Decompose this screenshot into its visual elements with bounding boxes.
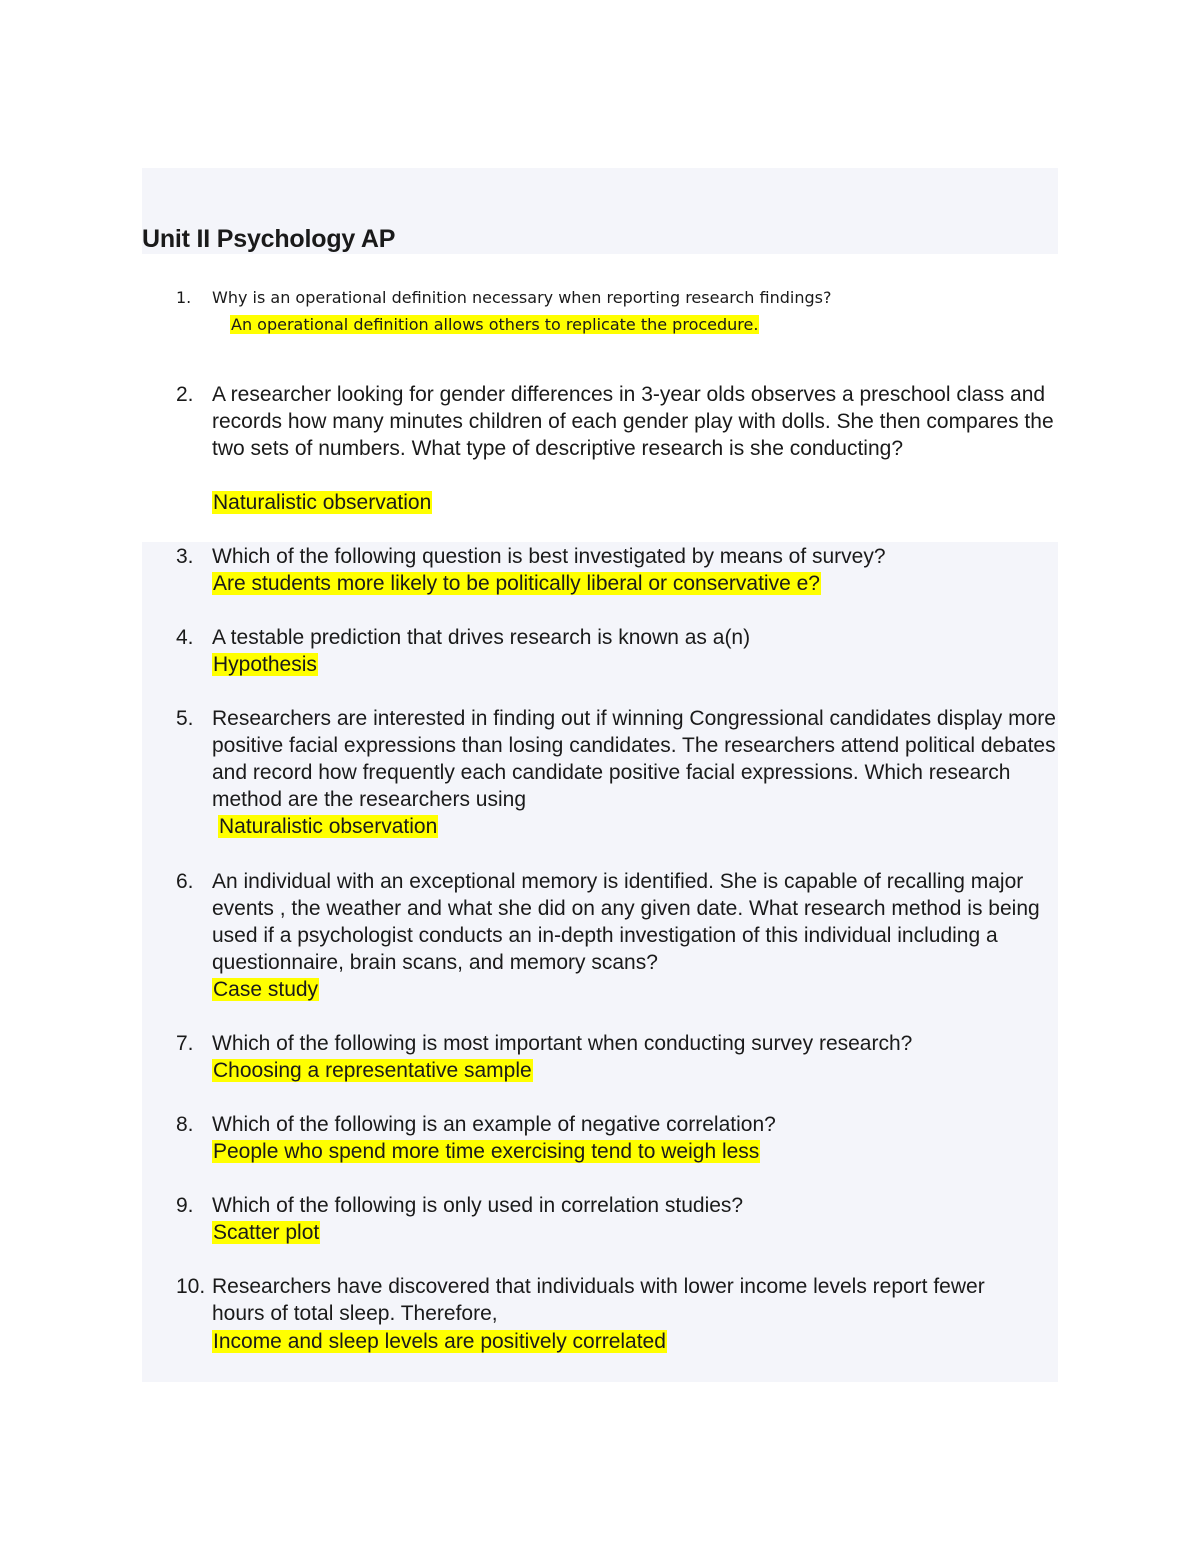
answer-highlight: An operational definition allows others to replicate the procedure. (231, 315, 759, 334)
question-text: Which of the following is only used in correlation studies? (212, 1194, 744, 1217)
question-text: Which of the following question is best investigated by means of survey? (212, 545, 886, 568)
question-number: 8. (176, 1113, 194, 1136)
answer-text (212, 570, 821, 597)
question-number: 6. (176, 870, 194, 893)
question-number: 3. (176, 545, 194, 568)
answer-text (212, 1057, 533, 1084)
question-number: 4. (176, 626, 194, 649)
question-text: An individual with an exceptional memory is identified. She is capable of recalling major events , the weather and what she did on any given date. What research method is being used if a psychologist conducts an in-depth investigation of this individual including a questionnaire, brain scans, and memory scans? (212, 870, 1040, 974)
answer-highlight: Income and sleep levels are positively correlated (213, 1330, 666, 1353)
question-number: 1. (176, 288, 192, 307)
answer-text (230, 311, 759, 338)
question-number: 7. (176, 1032, 194, 1055)
answer-highlight: Are students more likely to be politically liberal or conservative e? (213, 572, 820, 595)
answer-highlight: Hypothesis (213, 653, 317, 676)
answer-highlight: People who spend more time exercising tend to weigh less (213, 1140, 760, 1163)
answer-text (212, 976, 319, 1003)
answer-text (212, 489, 432, 516)
question-number: 2. (176, 383, 194, 406)
answer-text (218, 813, 438, 840)
answer-text (212, 651, 318, 678)
answer-highlight: Choosing a representative sample (213, 1059, 532, 1082)
answer-highlight: Naturalistic observation (213, 491, 432, 514)
answer-text (212, 1219, 320, 1246)
question-text: A testable prediction that drives research is known as a(n) (212, 626, 751, 649)
question-number: 9. (176, 1194, 194, 1217)
question-number: 5. (176, 707, 194, 730)
question-text: Which of the following is an example of negative correlation? (212, 1113, 776, 1136)
question-number: 10. (176, 1275, 206, 1298)
question-text: Which of the following is most important when conducting survey research? (212, 1032, 913, 1055)
answer-highlight: Case study (213, 978, 319, 1001)
answer-highlight: Naturalistic observation (219, 815, 438, 838)
page-title: Unit II Psychology AP (142, 225, 396, 253)
answer-text (212, 1328, 667, 1355)
answer-highlight: Scatter plot (213, 1221, 320, 1244)
answer-text (212, 1138, 760, 1165)
question-text: Why is an operational definition necessary when reporting research findings? (212, 288, 832, 307)
question-text: Researchers have discovered that individuals with lower income levels report fewer hours of total sleep. Therefore, (212, 1275, 985, 1325)
question-text: Researchers are interested in finding out if winning Congressional candidates display more positive facial expressions than losing candidates. The researchers attend political debates and record how frequently each candidate positive facial expressions. Which research method are the researchers using (212, 707, 1056, 811)
question-text: A researcher looking for gender differences in 3-year olds observes a preschool class and records how many minutes children of each gender play with dolls. She then compares the two sets of numbers. What type of descriptive research is she conducting? (212, 383, 1054, 460)
